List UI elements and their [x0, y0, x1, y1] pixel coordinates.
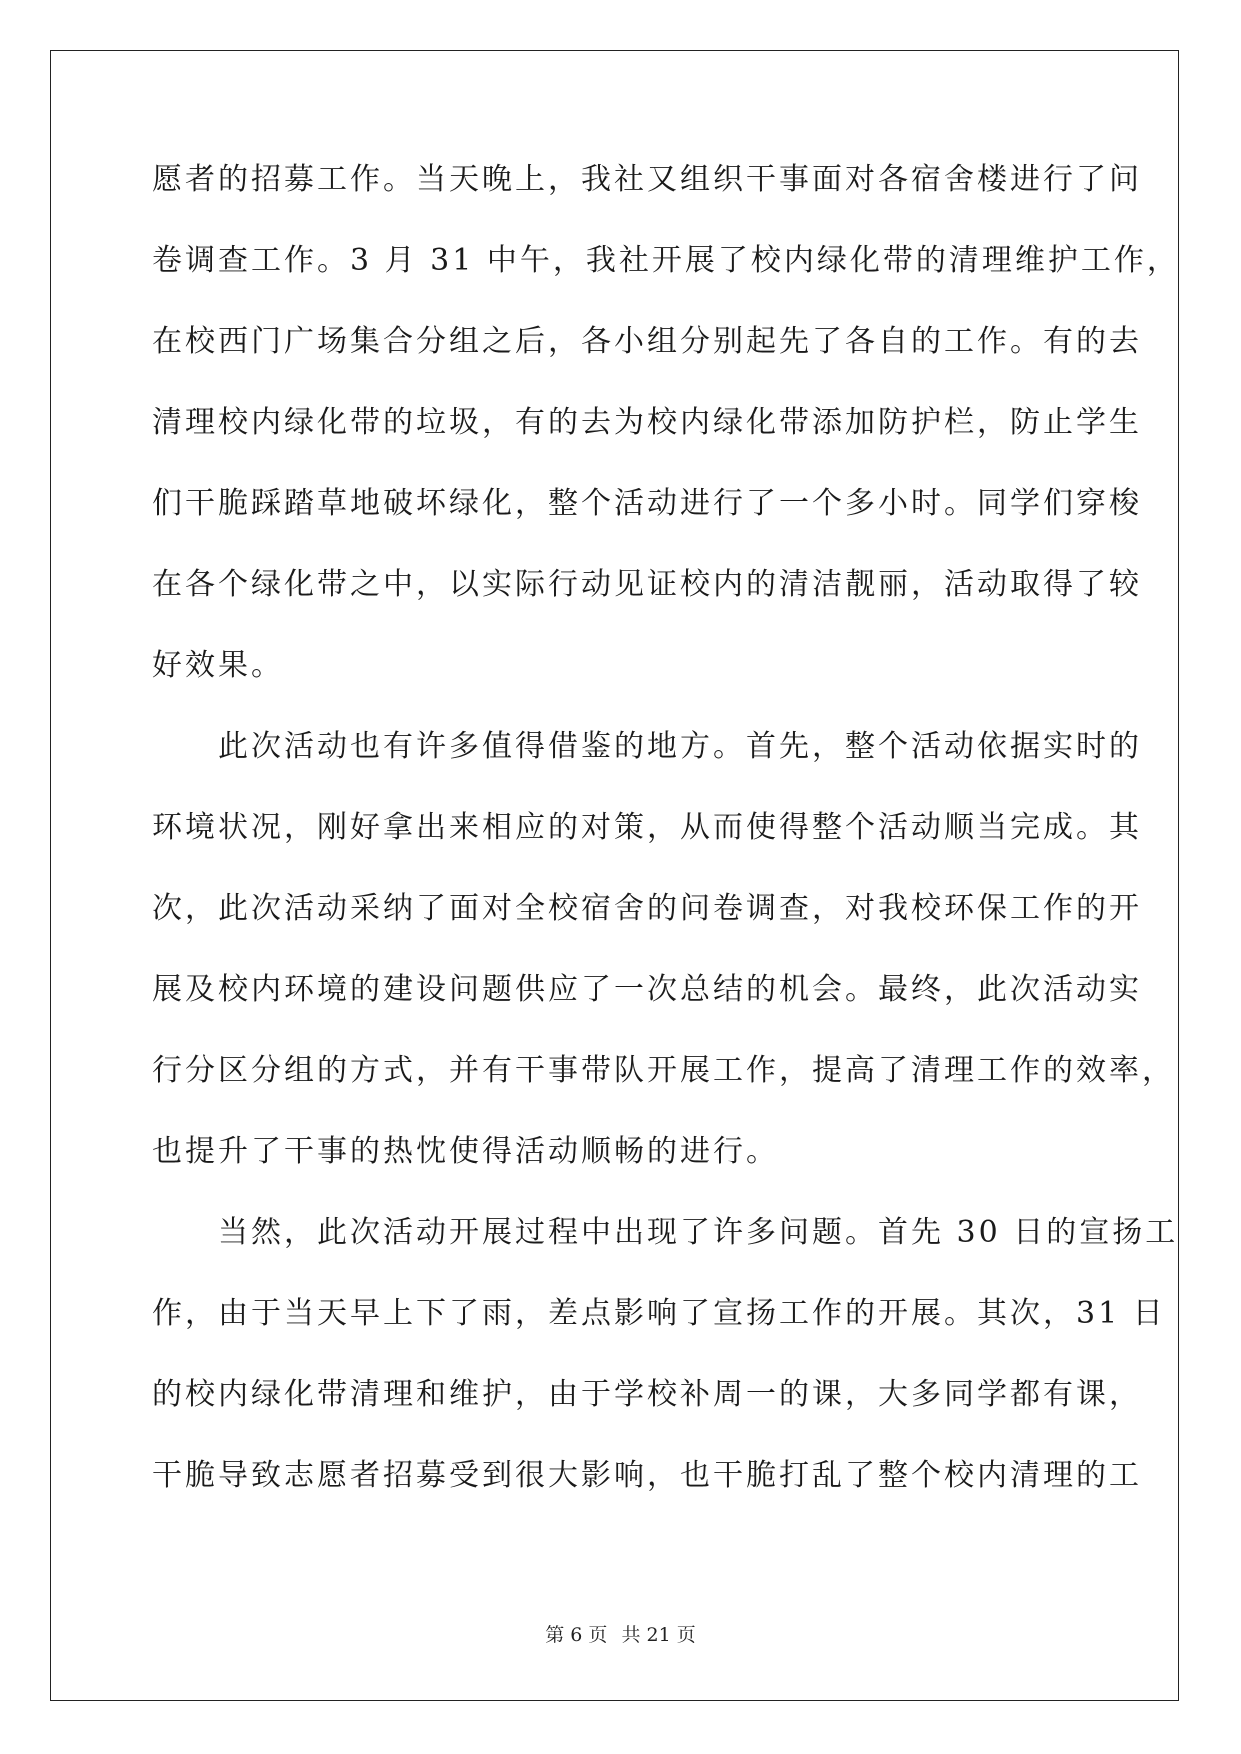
- text-line: 当然，此次活动开展过程中出现了许多问题。首先 30 日的宣扬工: [152, 1215, 1179, 1250]
- text-line: 在各个绿化带之中，以实际行动见证校内的清洁靓丽，活动取得了较: [152, 567, 1142, 602]
- text-line: 好效果。: [152, 648, 284, 683]
- text-line: 愿者的招募工作。当天晚上，我社又组织干事面对各宿舍楼进行了问: [152, 162, 1142, 197]
- text-line: 次，此次活动采纳了面对全校宿舍的问卷调查，对我校环保工作的开: [152, 891, 1142, 926]
- text-line: 们干脆踩踏草地破坏绿化，整个活动进行了一个多小时。同学们穿梭: [152, 486, 1142, 521]
- text-line: 干脆导致志愿者招募受到很大影响，也干脆打乱了整个校内清理的工: [152, 1458, 1142, 1493]
- text-line: 展及校内环境的建设问题供应了一次总结的机会。最终，此次活动实: [152, 972, 1142, 1007]
- text-line: 清理校内绿化带的垃圾，有的去为校内绿化带添加防护栏，防止学生: [152, 405, 1142, 440]
- page-footer: [0, 1620, 1241, 1647]
- text-line: 的校内绿化带清理和维护，由于学校补周一的课，大多同学都有课，: [152, 1377, 1142, 1412]
- text-line: 此次活动也有许多值得借鉴的地方。首先，整个活动依据实时的: [152, 729, 1142, 764]
- text-line: 行分区分组的方式，并有干事带队开展工作，提高了清理工作的效率，: [152, 1053, 1175, 1088]
- page-number: 第 6 页: [545, 1624, 608, 1646]
- text-line: 在校西门广场集合分组之后，各小组分别起先了各自的工作。有的去: [152, 324, 1142, 359]
- text-line: 也提升了干事的热忱使得活动顺畅的进行。: [152, 1134, 779, 1169]
- document-body: [152, 162, 1180, 1539]
- page-total: 共 21 页: [621, 1624, 696, 1646]
- text-line: 卷调查工作。3 月 31 中午，我社开展了校内绿化带的清理维护工作，: [152, 243, 1180, 278]
- text-line: 作，由于当天早上下了雨，差点影响了宣扬工作的开展。其次，31 日: [152, 1296, 1166, 1331]
- text-line: 环境状况，刚好拿出来相应的对策，从而使得整个活动顺当完成。其: [152, 810, 1142, 845]
